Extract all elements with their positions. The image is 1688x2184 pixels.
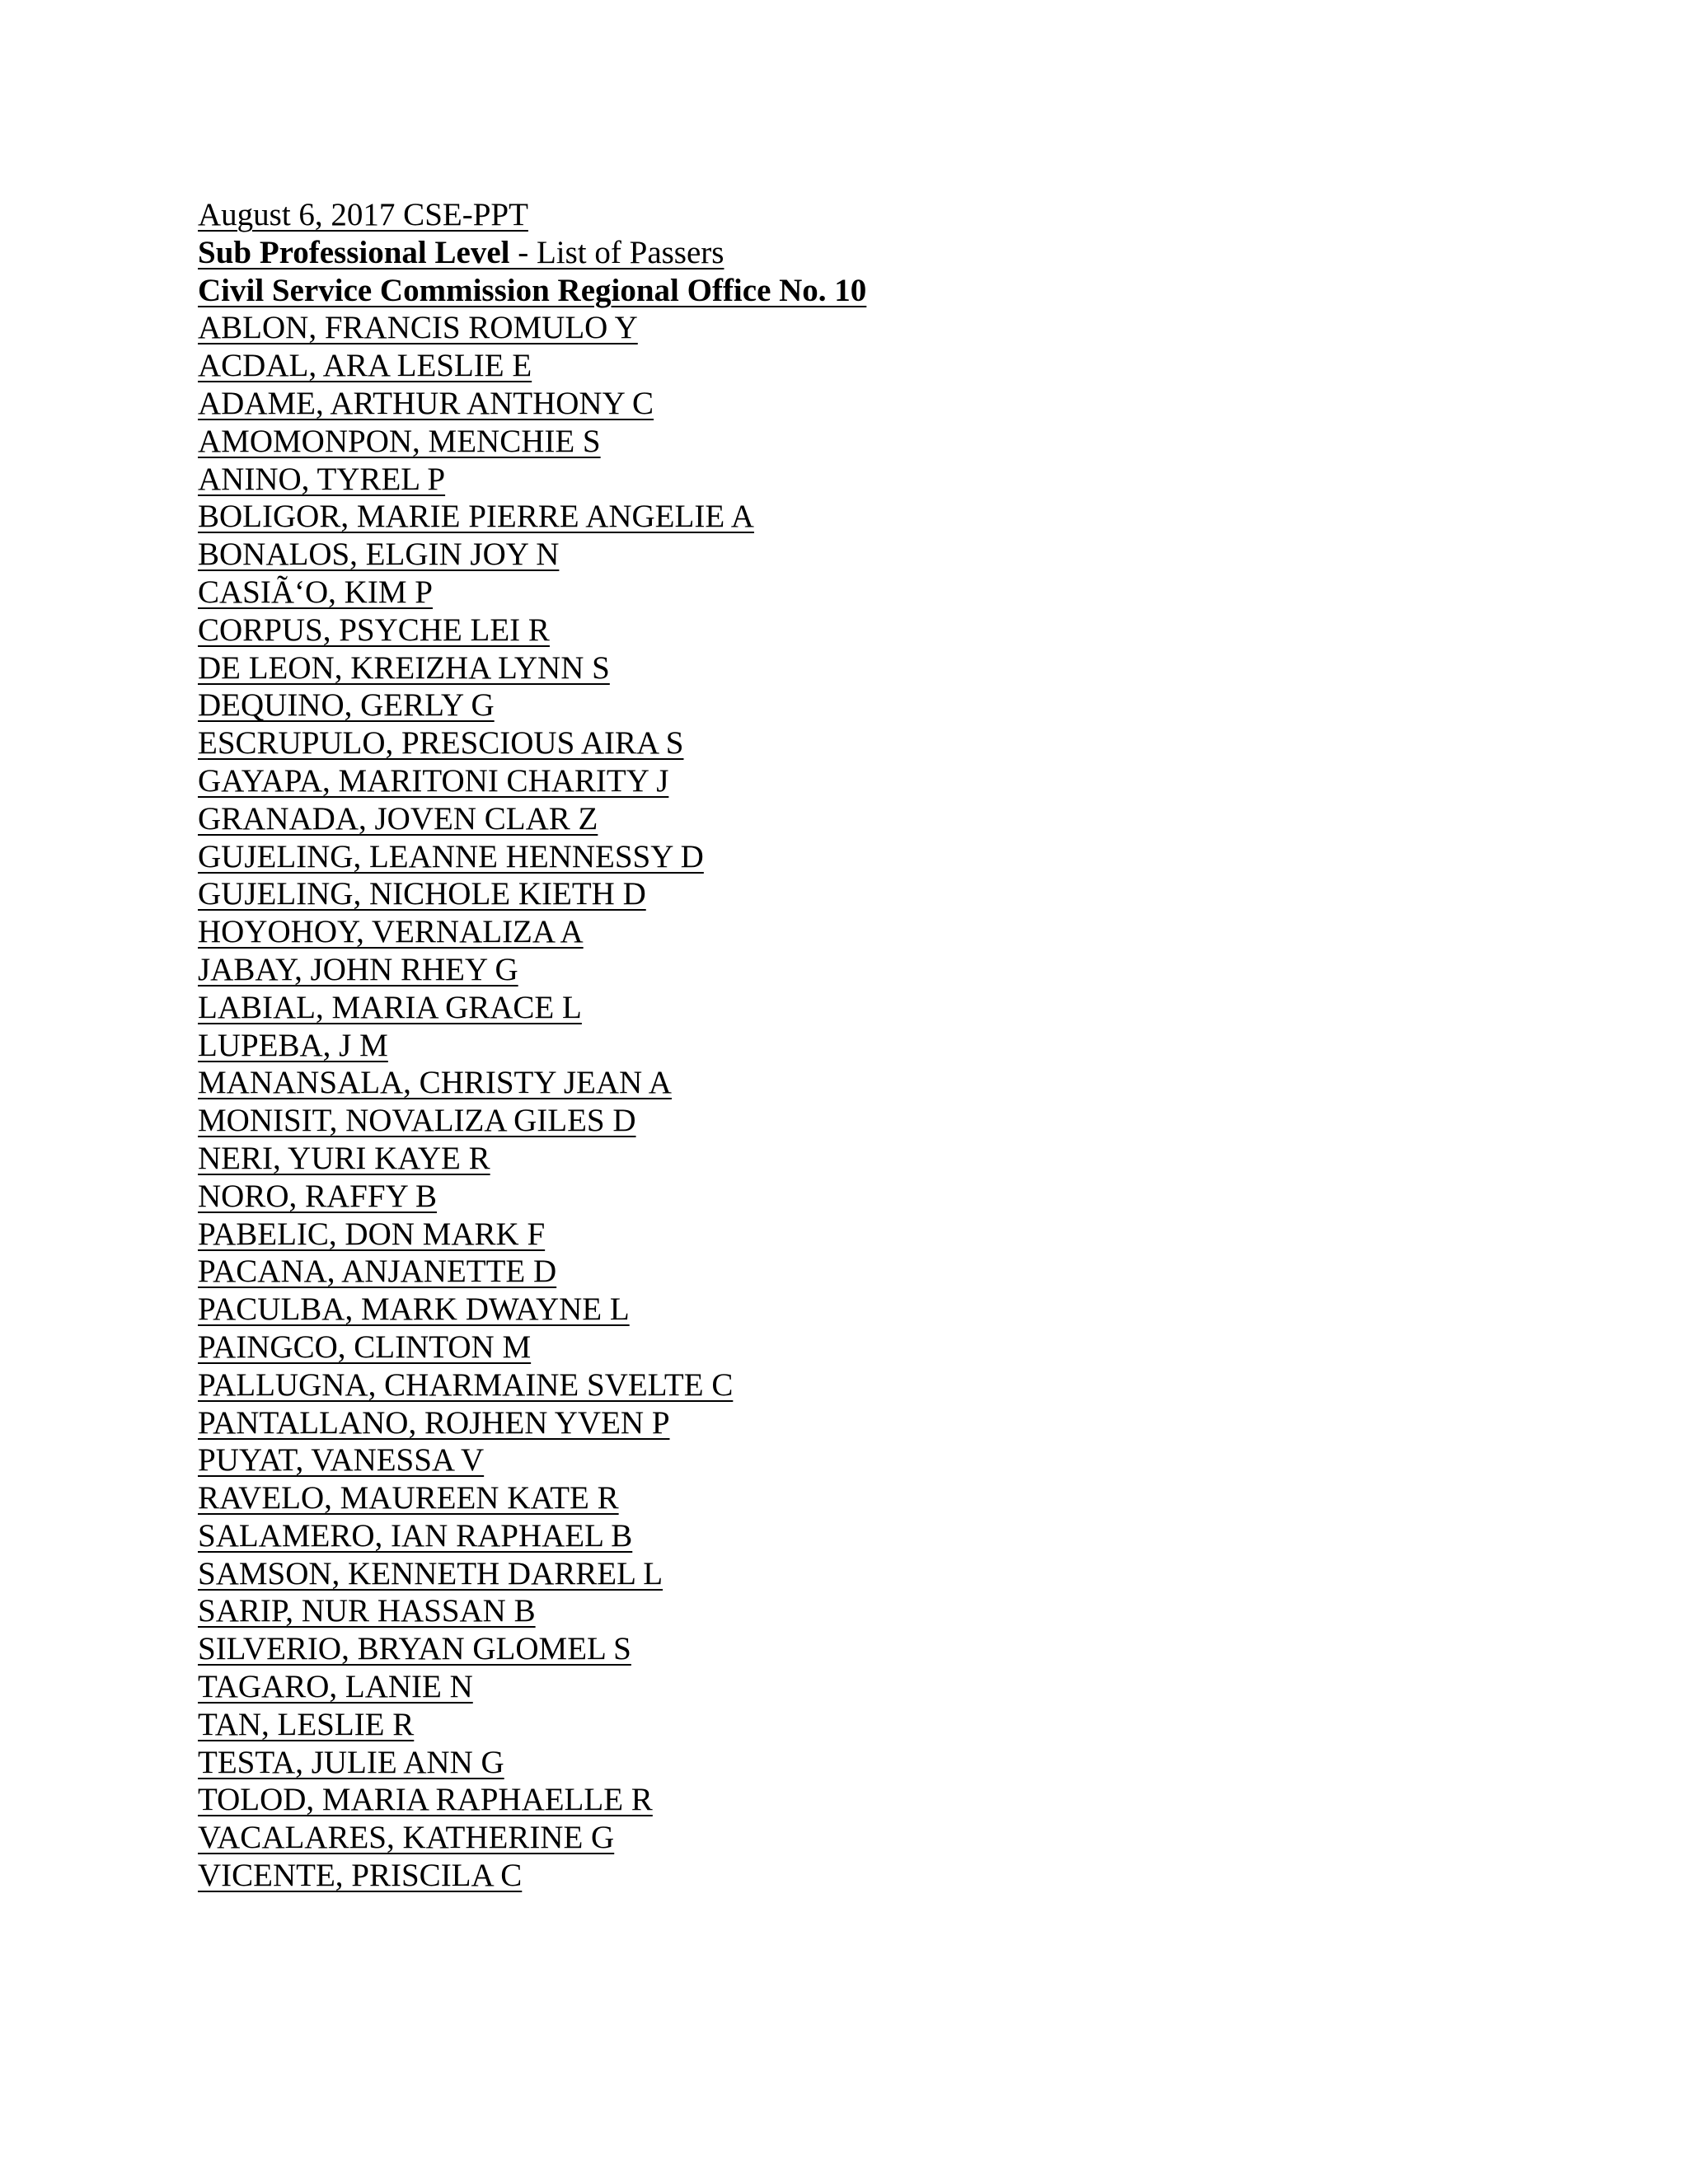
- passer-name: VICENTE, PRISCILA C: [198, 1858, 523, 1894]
- passer-list: [198, 309, 866, 1894]
- passer-name: TESTA, JULIE ANN G: [198, 1744, 504, 1780]
- passer-name: NERI, YURI KAYE R: [198, 1140, 490, 1176]
- passer-name: AMOMONPON, MENCHIE S: [198, 423, 601, 459]
- passer-name: SILVERIO, BRYAN GLOMEL S: [198, 1631, 631, 1667]
- passer-name: PUYAT, VANESSA V: [198, 1442, 485, 1479]
- passer-name: GUJELING, NICHOLE KIETH D: [198, 876, 646, 912]
- passer-name: SAMSON, KENNETH DARREL L: [198, 1555, 663, 1591]
- passer-name: PAINGCO, CLINTON M: [198, 1329, 532, 1365]
- passer-name: TAN, LESLIE R: [198, 1706, 415, 1742]
- passer-name: ADAME, ARTHUR ANTHONY C: [198, 385, 654, 421]
- passer-name: CORPUS, PSYCHE LEI R: [198, 612, 550, 648]
- passer-name: CASIÃ‘O, KIM P: [198, 574, 433, 610]
- passer-name: DE LEON, KREIZHA LYNN S: [198, 649, 610, 686]
- passer-name: PANTALLANO, ROJHEN YVEN P: [198, 1404, 670, 1441]
- passer-name: MONISIT, NOVALIZA GILES D: [198, 1103, 636, 1139]
- passer-name: PABELIC, DON MARK F: [198, 1216, 546, 1252]
- passer-name: GRANADA, JOVEN CLAR Z: [198, 800, 598, 837]
- level-subtitle: - List of Passers: [509, 234, 724, 270]
- passer-name: GUJELING, LEANNE HENNESSY D: [198, 838, 704, 874]
- passer-name: ABLON, FRANCIS ROMULO Y: [198, 310, 638, 346]
- passer-name: NORO, RAFFY B: [198, 1178, 438, 1214]
- passer-name: DEQUINO, GERLY G: [198, 687, 495, 724]
- exam-title: August 6, 2017 CSE-PPT: [198, 197, 528, 232]
- level-heading: [198, 234, 866, 272]
- passer-name: JABAY, JOHN RHEY G: [198, 951, 518, 987]
- passer-name: SARIP, NUR HASSAN B: [198, 1593, 536, 1629]
- passer-name: ANINO, TYREL P: [198, 461, 446, 497]
- office-heading: Civil Service Commission Regional Office No. 10: [198, 272, 867, 308]
- document-body: [198, 196, 866, 1895]
- passer-name: SALAMERO, IAN RAPHAEL B: [198, 1517, 633, 1554]
- passer-name: VACALARES, KATHERINE G: [198, 1820, 615, 1856]
- passer-name: ESCRUPULO, PRESCIOUS AIRA S: [198, 725, 684, 762]
- passer-name: PACULBA, MARK DWAYNE L: [198, 1291, 630, 1328]
- passer-name: TOLOD, MARIA RAPHAELLE R: [198, 1782, 653, 1818]
- passer-name: RAVELO, MAUREEN KATE R: [198, 1480, 619, 1516]
- passer-name: PACANA, ANJANETTE D: [198, 1254, 557, 1290]
- passer-name: LABIAL, MARIA GRACE L: [198, 989, 582, 1025]
- passer-name: GAYAPA, MARITONI CHARITY J: [198, 762, 669, 799]
- passer-name: BONALOS, ELGIN JOY N: [198, 537, 560, 573]
- passer-name: HOYOHOY, VERNALIZA A: [198, 914, 584, 950]
- passer-name: ACDAL, ARA LESLIE E: [198, 348, 532, 384]
- passer-name: LUPEBA, J M: [198, 1027, 388, 1063]
- level-name: Sub Professional Level: [198, 234, 510, 270]
- passer-name: PALLUGNA, CHARMAINE SVELTE C: [198, 1366, 734, 1403]
- passer-name: MANANSALA, CHRISTY JEAN A: [198, 1065, 672, 1101]
- passer-name: BOLIGOR, MARIE PIERRE ANGELIE A: [198, 499, 754, 535]
- passer-name: TAGARO, LANIE N: [198, 1669, 473, 1705]
